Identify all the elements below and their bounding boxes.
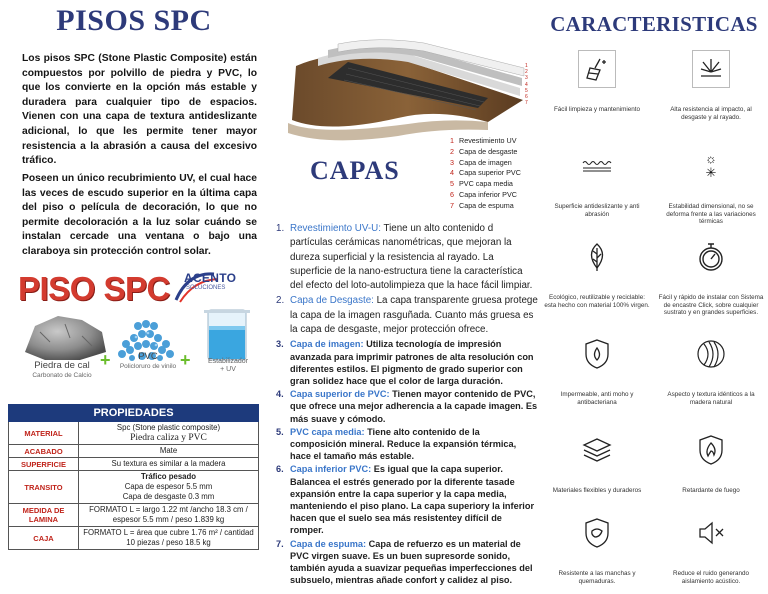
texture-icon bbox=[578, 147, 616, 185]
sun-snow-icon: ☼ ✳ bbox=[705, 151, 717, 180]
table-row bbox=[9, 504, 259, 527]
legend-item: 2 Capa de desgaste bbox=[450, 146, 518, 156]
logo-text: ACENTO bbox=[184, 271, 237, 285]
table-row bbox=[9, 527, 259, 550]
properties-header: PROPIEDADES bbox=[9, 405, 259, 422]
layer-marker: 5 bbox=[525, 87, 528, 94]
property-label: SUPERFICIE bbox=[9, 458, 79, 471]
pvc-sublabel: Policloruro de vinilo bbox=[119, 363, 177, 370]
feature-card bbox=[654, 50, 768, 132]
logo-subtext: SOLUCIONES bbox=[186, 285, 226, 291]
feature-card bbox=[540, 431, 654, 513]
plus-icon: + bbox=[180, 350, 191, 370]
feature-card bbox=[654, 431, 768, 513]
leaf-icon bbox=[578, 238, 616, 276]
table-row bbox=[9, 471, 259, 504]
layer-marker: 1 bbox=[525, 63, 528, 69]
feature-card bbox=[654, 147, 768, 229]
list-item: 2. Capa de Desgaste: La capa transparente gruesa protege la capa de la imagen rasguñada. Cuanto más gruesa es la capa de desgaste, mejor protección ofrece. bbox=[276, 295, 538, 336]
limestone-icon bbox=[20, 312, 110, 362]
feature-card bbox=[540, 50, 654, 132]
stabilizer-label: Estabilizador bbox=[207, 358, 249, 365]
property-label: TRANSITO bbox=[9, 471, 79, 504]
right-column bbox=[540, 0, 768, 594]
layers-legend bbox=[450, 136, 521, 212]
layers-title: CAPAS bbox=[310, 156, 400, 185]
layer-marker: 4 bbox=[525, 81, 528, 88]
properties-table bbox=[8, 404, 259, 550]
legend-item: 6 Capa inferior PVC bbox=[450, 189, 517, 199]
list-item: 3. Capa de imagen: Utiliza tecnología de impresión avanzada para imprimir patrones de alta resolución con diferentes estilos. El pigmento de grado superior con gran solidez hace que el color de larga duración. bbox=[276, 339, 534, 386]
feature-text: Resistente a las manchas y quemaduras. bbox=[558, 570, 636, 585]
table-row bbox=[9, 458, 259, 471]
property-label: CAJA bbox=[9, 527, 79, 550]
property-value: FORMATO L = área que cubre 1.76 m² / cantidad 10 piezas / peso 18.5 kg bbox=[79, 527, 259, 550]
legend-item: 7 Capa de espuma bbox=[450, 200, 514, 210]
impact-icon bbox=[692, 50, 730, 88]
property-value: Mate bbox=[79, 445, 259, 458]
layer-number-markers bbox=[525, 63, 528, 106]
banner-title: PISO SPC bbox=[18, 270, 170, 307]
layer-descriptions bbox=[276, 222, 538, 587]
table-row bbox=[9, 422, 259, 445]
layer-marker: 6 bbox=[525, 94, 528, 101]
stain-shield-icon bbox=[578, 514, 616, 552]
middle-column bbox=[268, 0, 540, 594]
pvc-label: PVC bbox=[138, 351, 158, 362]
list-item: 5. PVC capa media: Tiene alto contenido de la composición mineral. Reduce la expansión térmica, hace el tamaño más estable. bbox=[276, 426, 517, 462]
feature-card bbox=[540, 147, 654, 229]
feature-card bbox=[540, 335, 654, 417]
feature-text: Reduce el ruido generando aislamiento acústico. bbox=[673, 570, 749, 585]
property-value: Su textura es similar a la madera bbox=[79, 458, 259, 471]
property-label: ACABADO bbox=[9, 445, 79, 458]
fire-shield-icon bbox=[692, 431, 730, 469]
intro-paragraph: Los pisos SPC (Stone Plastic Composite) están compuestos por polvillo de piedra y PVC, lo que los convierte en la opción más estable y duradera para cualquier tipo de espacios. Vienen con una capa de textura antideslizante adicional, lo que les permite tener mayor resistencia a la abrasión a causa del excesivo tráfico. bbox=[22, 53, 257, 167]
legend-item: 5 PVC capa media bbox=[450, 179, 513, 189]
feature-text: Ecológico, reutilizable y reciclable: esta hecho con material 100% virgen. bbox=[544, 294, 650, 309]
legend-item: 3 Capa de imagen bbox=[450, 157, 512, 167]
legend-item: 4 Capa superior PVC bbox=[450, 168, 521, 178]
stopwatch-icon bbox=[692, 238, 730, 276]
feature-text: Retardante de fuego bbox=[682, 487, 740, 494]
broom-icon bbox=[578, 50, 616, 88]
feature-card bbox=[540, 238, 654, 320]
layer-marker: 2 bbox=[525, 69, 528, 76]
property-value-line: Piedra caliza y PVC bbox=[130, 433, 207, 443]
feature-text: Estabilidad dimensional, no se deforma frente a las variaciones térmicas bbox=[666, 203, 756, 226]
feature-card bbox=[540, 514, 654, 594]
feature-card bbox=[654, 335, 768, 417]
property-value-line: Spc (Stone plastic composite) bbox=[116, 423, 221, 432]
plus-icon: + bbox=[100, 350, 111, 370]
feature-text: Impermeable, anti moho y antibacteriana bbox=[560, 391, 634, 406]
list-item: 6. Capa inferior PVC: Es igual que la capa superior. Balancea el estrés generado por la diferente tasade expansión entre la capa superior y la capa media, manteniendo el piso plano. La capa superiory la inferior hacen que el suelo sea más resistentey difícil de romper. bbox=[276, 464, 535, 536]
property-value bbox=[79, 471, 259, 504]
water-shield-icon bbox=[578, 335, 616, 373]
wood-grain-icon bbox=[692, 335, 730, 373]
floor-layers-illustration bbox=[288, 38, 528, 143]
stone-sublabel: Carbonato de Calcio bbox=[32, 372, 92, 379]
property-value-line: Capa de desgaste 0.3 mm bbox=[122, 492, 215, 501]
property-value-line: Capa de espesor 5.5 mm bbox=[124, 482, 213, 491]
list-item: 7. Capa de espuma: Capa de refuerzo es un material de PVC virgen suave. Es un buen supresorde sonido, también ayuda a suavizar pequeñas imperfecciones del subsuelo, mientras añade confort y calidez al piso. bbox=[276, 538, 533, 586]
feature-card bbox=[654, 514, 768, 594]
layer-marker: 7 bbox=[525, 100, 528, 107]
feature-text: Fácil y rápido de instalar con Sistema de encastre Click, sobre cualquier sustrato y en grandes superficies. bbox=[658, 294, 764, 317]
table-row bbox=[9, 445, 259, 458]
property-value-line: Tráfico pesado bbox=[140, 472, 197, 481]
page-title: PISOS SPC bbox=[56, 4, 212, 37]
feature-text: Aspecto y textura idénticos a la madera natural bbox=[667, 391, 755, 406]
features-title: CARACTERISTICAS bbox=[550, 12, 758, 36]
property-label: MATERIAL bbox=[9, 422, 79, 445]
product-banner bbox=[14, 270, 262, 395]
property-value: FORMATO L = largo 1.22 mt /ancho 18.3 cm / espesor 5.5 mm / peso 1.839 kg bbox=[79, 504, 259, 527]
property-label: MEDIDA DE LAMINA bbox=[9, 504, 79, 527]
stone-label: Piedra de cal bbox=[34, 360, 90, 371]
left-column bbox=[0, 0, 268, 594]
beaker-icon bbox=[200, 306, 254, 362]
property-value bbox=[79, 422, 259, 445]
layers-icon bbox=[578, 431, 616, 469]
list-item: 1. Revestimiento UV-U: Tiene un alto contenido d partículas cerámicas nanométricas, que mejoran la dureza superficial y la resistencia al rayado. La superficie de la nano-estructura tiene la característica del efecto del loto-autolimpieza que la hace fácil limpiar. bbox=[276, 223, 533, 292]
list-item: 4. Capa superior de PVC: Tienen mayor contenido de PVC, que ofrece una mejor adherencia a la capade imagen. Es más suave y cómodo. bbox=[276, 389, 538, 424]
legend-item: 1 Revestimiento UV bbox=[450, 136, 517, 145]
feature-text: Fácil limpieza y mantenimiento bbox=[553, 106, 641, 113]
mute-speaker-icon bbox=[692, 514, 730, 552]
feature-text: Alta resistencia al impacto, al desgaste y al rayado. bbox=[670, 106, 752, 121]
stabilizer-sublabel: + UV bbox=[220, 366, 236, 373]
brand-logo bbox=[174, 270, 260, 304]
feature-text: Materiales flexibles y duraderos bbox=[552, 487, 642, 494]
feature-card bbox=[654, 238, 768, 320]
feature-text: Superficie antideslizante y anti abrasión bbox=[554, 203, 640, 218]
layer-marker: 3 bbox=[525, 75, 528, 82]
uv-paragraph: Poseen un único recubrimiento UV, el cual hace las veces de escudo superior en la última capa del piso o película de decoración, lo que no permite decoloración a la luz solar cuándo se instalan cercade una ventana o bajo una claraboya sin protección control solar. bbox=[22, 173, 257, 257]
